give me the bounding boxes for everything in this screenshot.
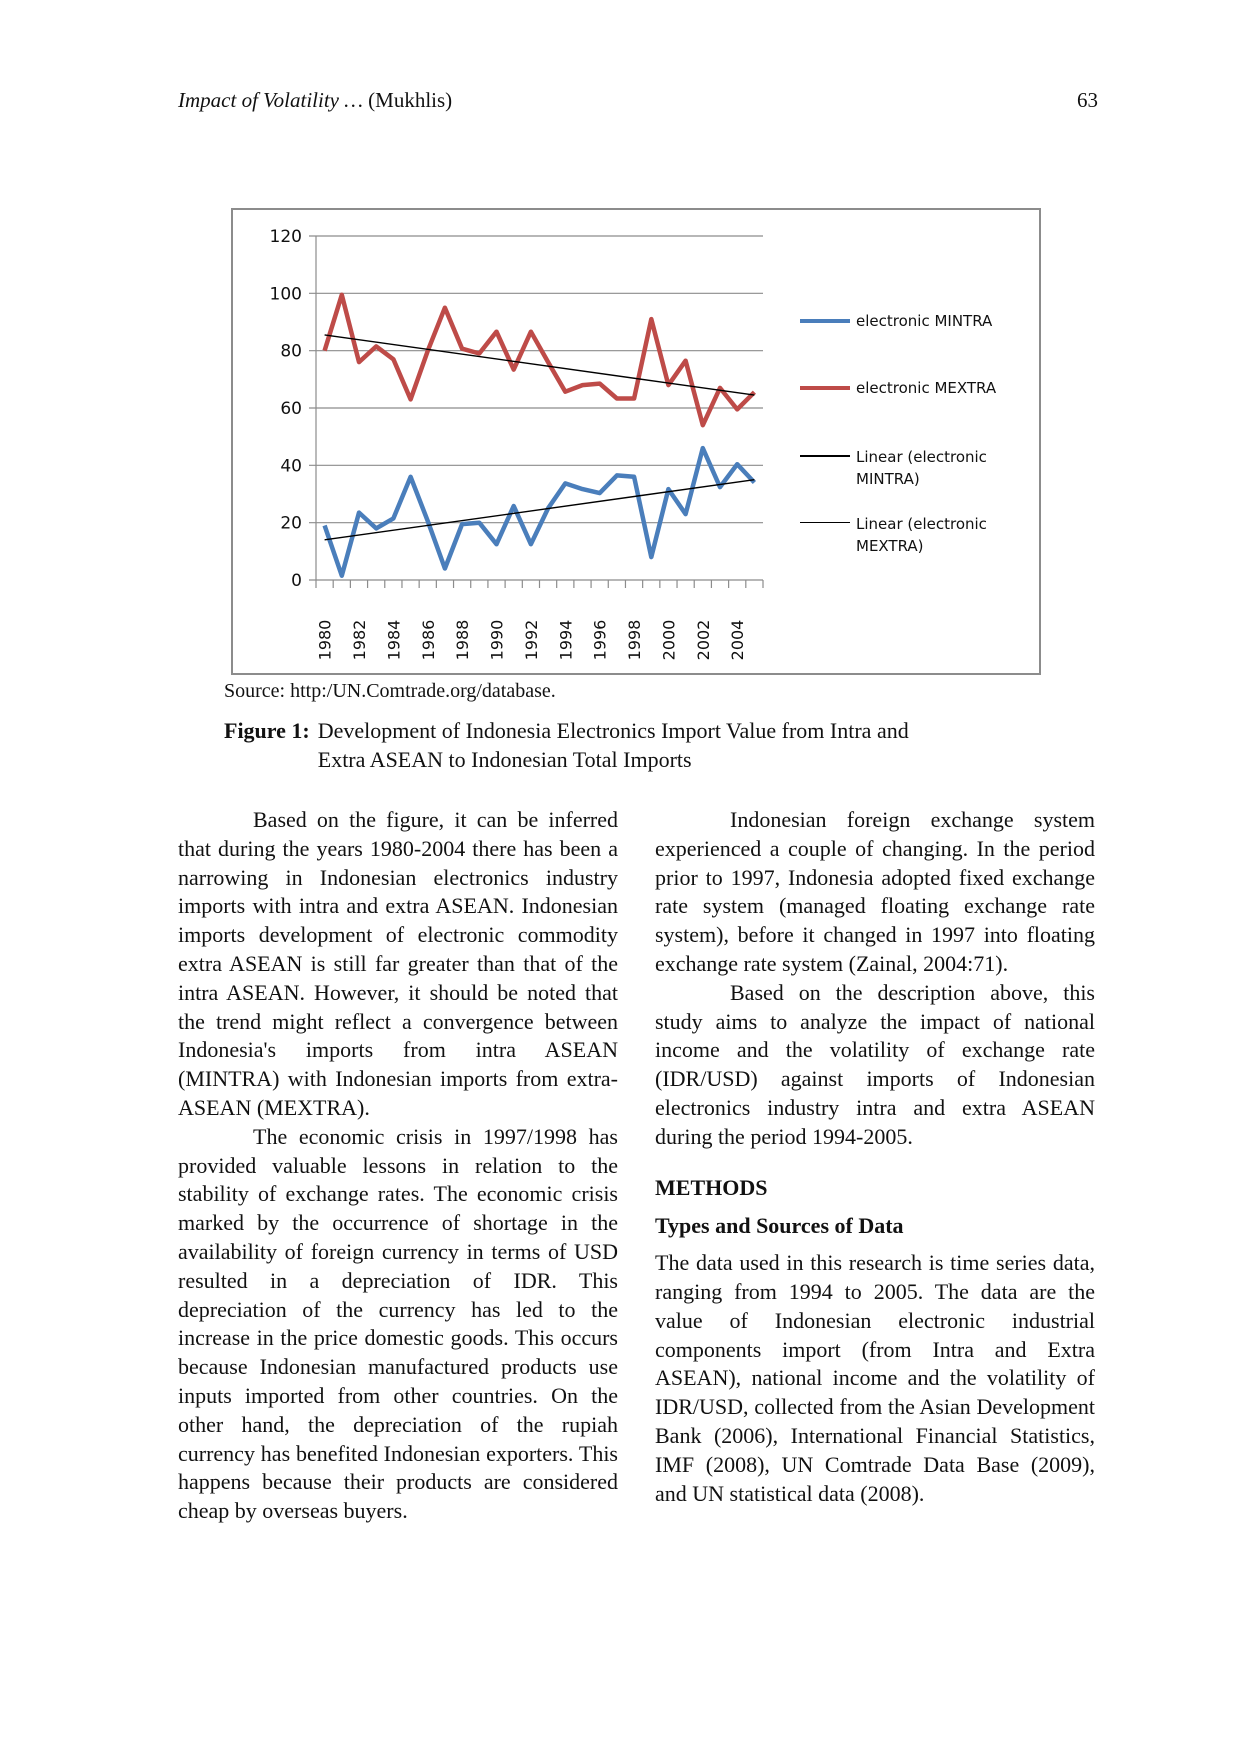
legend-label: Linear (electronic	[856, 515, 987, 533]
x-tick-label: 1990	[487, 619, 507, 661]
legend-item-mintra	[800, 310, 1030, 332]
paragraph: Based on the figure, it can be inferred that during the years 1980-2004 there has been a narrowing in Indonesian electronics industry imports with intra and extra ASEAN. Indonesian imports development of electronic commodity extra ASEAN is still far greater than that of the intra ASEAN. However, it should be noted that the trend might reflect a convergence between Indonesia's imports from intra ASEAN (MINTRA) with Indonesian imports from extra-ASEAN (MEXTRA).	[178, 807, 618, 1120]
figure-caption-text: Development of Indonesia Electronics Import Value from Intra and Extra ASEAN to Indonesian Total Imports	[317, 718, 909, 772]
x-tick-label: 1986	[418, 619, 438, 661]
series-line-mextra	[325, 295, 755, 425]
x-tick-label: 1996	[590, 619, 610, 661]
legend-label: MINTRA)	[856, 470, 920, 488]
running-head	[178, 88, 1098, 113]
legend-label: electronic MINTRA	[856, 312, 993, 330]
line-chart	[233, 210, 1039, 673]
right-column	[655, 806, 1095, 1508]
figure-caption	[224, 716, 1024, 774]
x-tick-label: 1980	[315, 619, 335, 661]
x-tick-label: 1982	[349, 619, 369, 661]
running-title: Impact of Volatility … (Mukhlis)	[178, 88, 453, 112]
y-tick-label: 80	[280, 341, 302, 362]
paragraph: The economic crisis in 1997/1998 has provided valuable lessons in relation to the stability of exchange rates. The economic crisis marked by the occurrence of shortage in the availability of foreign currency in terms of USD resulted in a depreciation of IDR. This depreciation of the currency has led to the increase in the price domestic goods. This occurs because Indonesian manufactured products use inputs imported from other countries. On the other hand, the depreciation of the rupiah currency has benefited Indonesian exporters. This happens because their products are considered cheap by overseas buyers.	[178, 1123, 618, 1524]
legend-swatch-linear-mextra	[800, 522, 850, 523]
legend-swatch-mintra	[800, 319, 850, 323]
x-tick-label: 1992	[521, 619, 541, 661]
y-tick-label: 0	[291, 571, 302, 591]
figure-label: Figure 1:	[224, 718, 310, 743]
x-tick-label: 1988	[453, 619, 473, 661]
paragraph: The data used in this research is time series data, ranging from 1994 to 2005. The data are the value of Indonesian electronic industrial components import (from Intra and Extra ASEAN), national income and the volatility of IDR/USD, collected from the Asian Development Bank (2006), International Financial Statistics, IMF (2008), UN Comtrade Data Base (2009), and UN statistical data (2008).	[655, 1250, 1095, 1506]
y-tick-label: 20	[280, 513, 302, 534]
paragraph: Based on the description above, this study aims to analyze the impact of national income and the volatility of exchange rate (IDR/USD) against imports of Indonesian electronics industry intra and extra ASEAN during the period 1994-2005.	[655, 979, 1095, 1149]
y-tick-label: 40	[280, 456, 302, 477]
x-tick-label: 1994	[556, 619, 576, 661]
figure-source: Source: http:/UN.Comtrade.org/database.	[224, 680, 556, 702]
y-tick-label: 120	[269, 227, 302, 247]
x-tick-label: 1984	[384, 619, 404, 661]
x-tick-label: 2004	[728, 619, 748, 661]
legend-item-linear-mintra	[800, 446, 1030, 490]
legend-swatch-linear-mintra	[800, 455, 850, 457]
figure-frame	[231, 208, 1041, 675]
x-tick-label: 2002	[693, 619, 713, 661]
y-tick-label: 100	[269, 284, 302, 305]
x-tick-label: 1998	[625, 619, 645, 661]
legend-item-linear-mextra	[800, 513, 1030, 557]
subsection-heading: Types and Sources of Data	[655, 1213, 904, 1239]
paragraph: Indonesian foreign exchange system experienced a couple of changing. In the period prior to 1997, Indonesia adopted fixed exchange rate system (managed floating exchange rate system), before it changed in 1997 into floating exchange rate system (Zainal, 2004:71).	[655, 807, 1095, 976]
legend-swatch-mextra	[800, 386, 850, 390]
page-number: 63	[1077, 88, 1098, 112]
section-heading: METHODS	[655, 1174, 768, 1200]
legend-item-mextra	[800, 377, 1030, 399]
legend-label: MEXTRA)	[856, 537, 924, 555]
left-column	[178, 806, 618, 1526]
legend-label: electronic MEXTRA	[856, 379, 997, 397]
series-line-mintra	[325, 448, 755, 576]
y-tick-label: 60	[280, 399, 302, 419]
x-tick-label: 2000	[659, 619, 679, 661]
legend-label: Linear (electronic	[856, 448, 987, 466]
